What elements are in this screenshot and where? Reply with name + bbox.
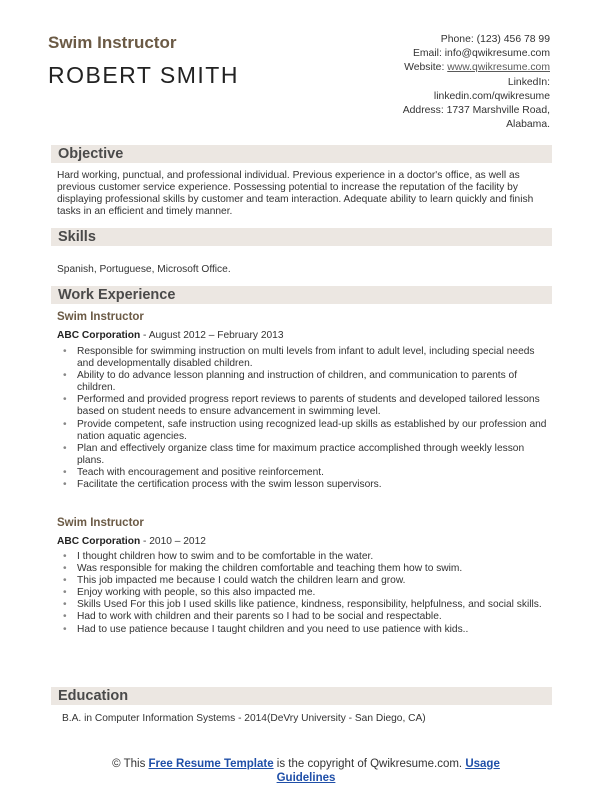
candidate-name: ROBERT SMITH	[48, 62, 239, 88]
objective-section-header: Objective	[51, 145, 552, 163]
website-link[interactable]: www.qwikresume.com	[447, 62, 550, 74]
contact-address: Address: 1737 Marshville Road,	[402, 105, 550, 117]
job-1-title: Swim Instructor	[57, 311, 144, 323]
list-item: • Provide competent, safe instruction using recognized lead-up skills as established by our profession and nation aquatic agencies.	[60, 419, 550, 443]
list-item: • Responsible for swimming instruction on multi levels from infant to adult level, including special needs and developmentally disabled children.	[60, 346, 550, 370]
experience-section-header: Work Experience	[51, 286, 552, 304]
list-item: • Plan and effectively organize class time for maximum practice accomplished through weekly lesson plans.	[60, 443, 550, 467]
contact-linkedin: linkedin.com/qwikresume	[433, 90, 550, 102]
contact-address-line2: Alabama.	[506, 119, 550, 131]
job-2-company: ABC Corporation - 2010 – 2012	[57, 536, 206, 547]
usage-guidelines-link[interactable]: Usage	[465, 758, 500, 770]
copyright-footer: © This Free Resume Template is the copyright of Qwikresume.com. Usage Guidelines	[112, 758, 500, 784]
job-1-bullets	[60, 346, 550, 491]
education-text: B.A. in Computer Information Systems - 2014(DeVry University - San Diego, CA)	[62, 713, 426, 724]
education-section-header: Education	[51, 687, 552, 705]
list-item: • This job impacted me because I could watch the children learn and grow.	[60, 575, 550, 587]
list-item: • Performed and provided progress report reviews to parents of students and developed tailored lessons based on student needs to ensure advancement in swimming level.	[60, 394, 550, 418]
list-item: • I thought children how to swim and to be comfortable in the water.	[60, 551, 550, 563]
list-item: • Enjoy working with people, so this also impacted me.	[60, 587, 550, 599]
contact-linkedin-label: LinkedIn:	[507, 76, 550, 88]
contact-phone: Phone: (123) 456 78 99	[440, 34, 550, 45]
objective-text: Hard working, punctual, and professional individual. Previous experience in a doctor's office, as well as previous customer service experience. Possessing potential to increase the reputation of the facility by displaying professional skills by customer and team interaction. Adequate ability to learn quickly and finish tasks in an efficient and timely manner.	[57, 170, 534, 218]
contact-block	[403, 33, 550, 132]
skills-text: Spanish, Portuguese, Microsoft Office.	[57, 264, 231, 275]
usage-guidelines-link-continued[interactable]: Guidelines	[276, 772, 336, 784]
free-resume-template-link[interactable]: Free Resume Template	[148, 758, 274, 770]
job-title-heading: Swim Instructor	[48, 33, 177, 52]
list-item: • Teach with encouragement and positive reinforcement.	[60, 467, 550, 479]
list-item: • Ability to do advance lesson planning and instruction of children, and communication to parents of children.	[60, 370, 550, 394]
list-item: • Had to work with children and their parents so I had to be social and respectable.	[60, 611, 550, 623]
list-item: • Had to use patience because I taught children and you need to use patience with kids..	[60, 624, 550, 636]
job-1-company: ABC Corporation - August 2012 – February 2013	[57, 330, 284, 341]
contact-website: Website: www.qwikresume.com	[404, 62, 550, 74]
list-item: • Was responsible for making the children comfortable and teaching them how to swim.	[60, 563, 550, 575]
skills-section-header: Skills	[51, 228, 552, 246]
job-2-bullets	[60, 551, 550, 636]
job-2-title: Swim Instructor	[57, 517, 144, 529]
list-item: • Facilitate the certification process with the swim lesson supervisors.	[60, 479, 550, 491]
contact-email: Email: info@qwikresume.com	[412, 48, 550, 60]
list-item: • Skills Used For this job I used skills like patience, kindness, responsibility, helpfulness, and social skills.	[60, 599, 550, 611]
